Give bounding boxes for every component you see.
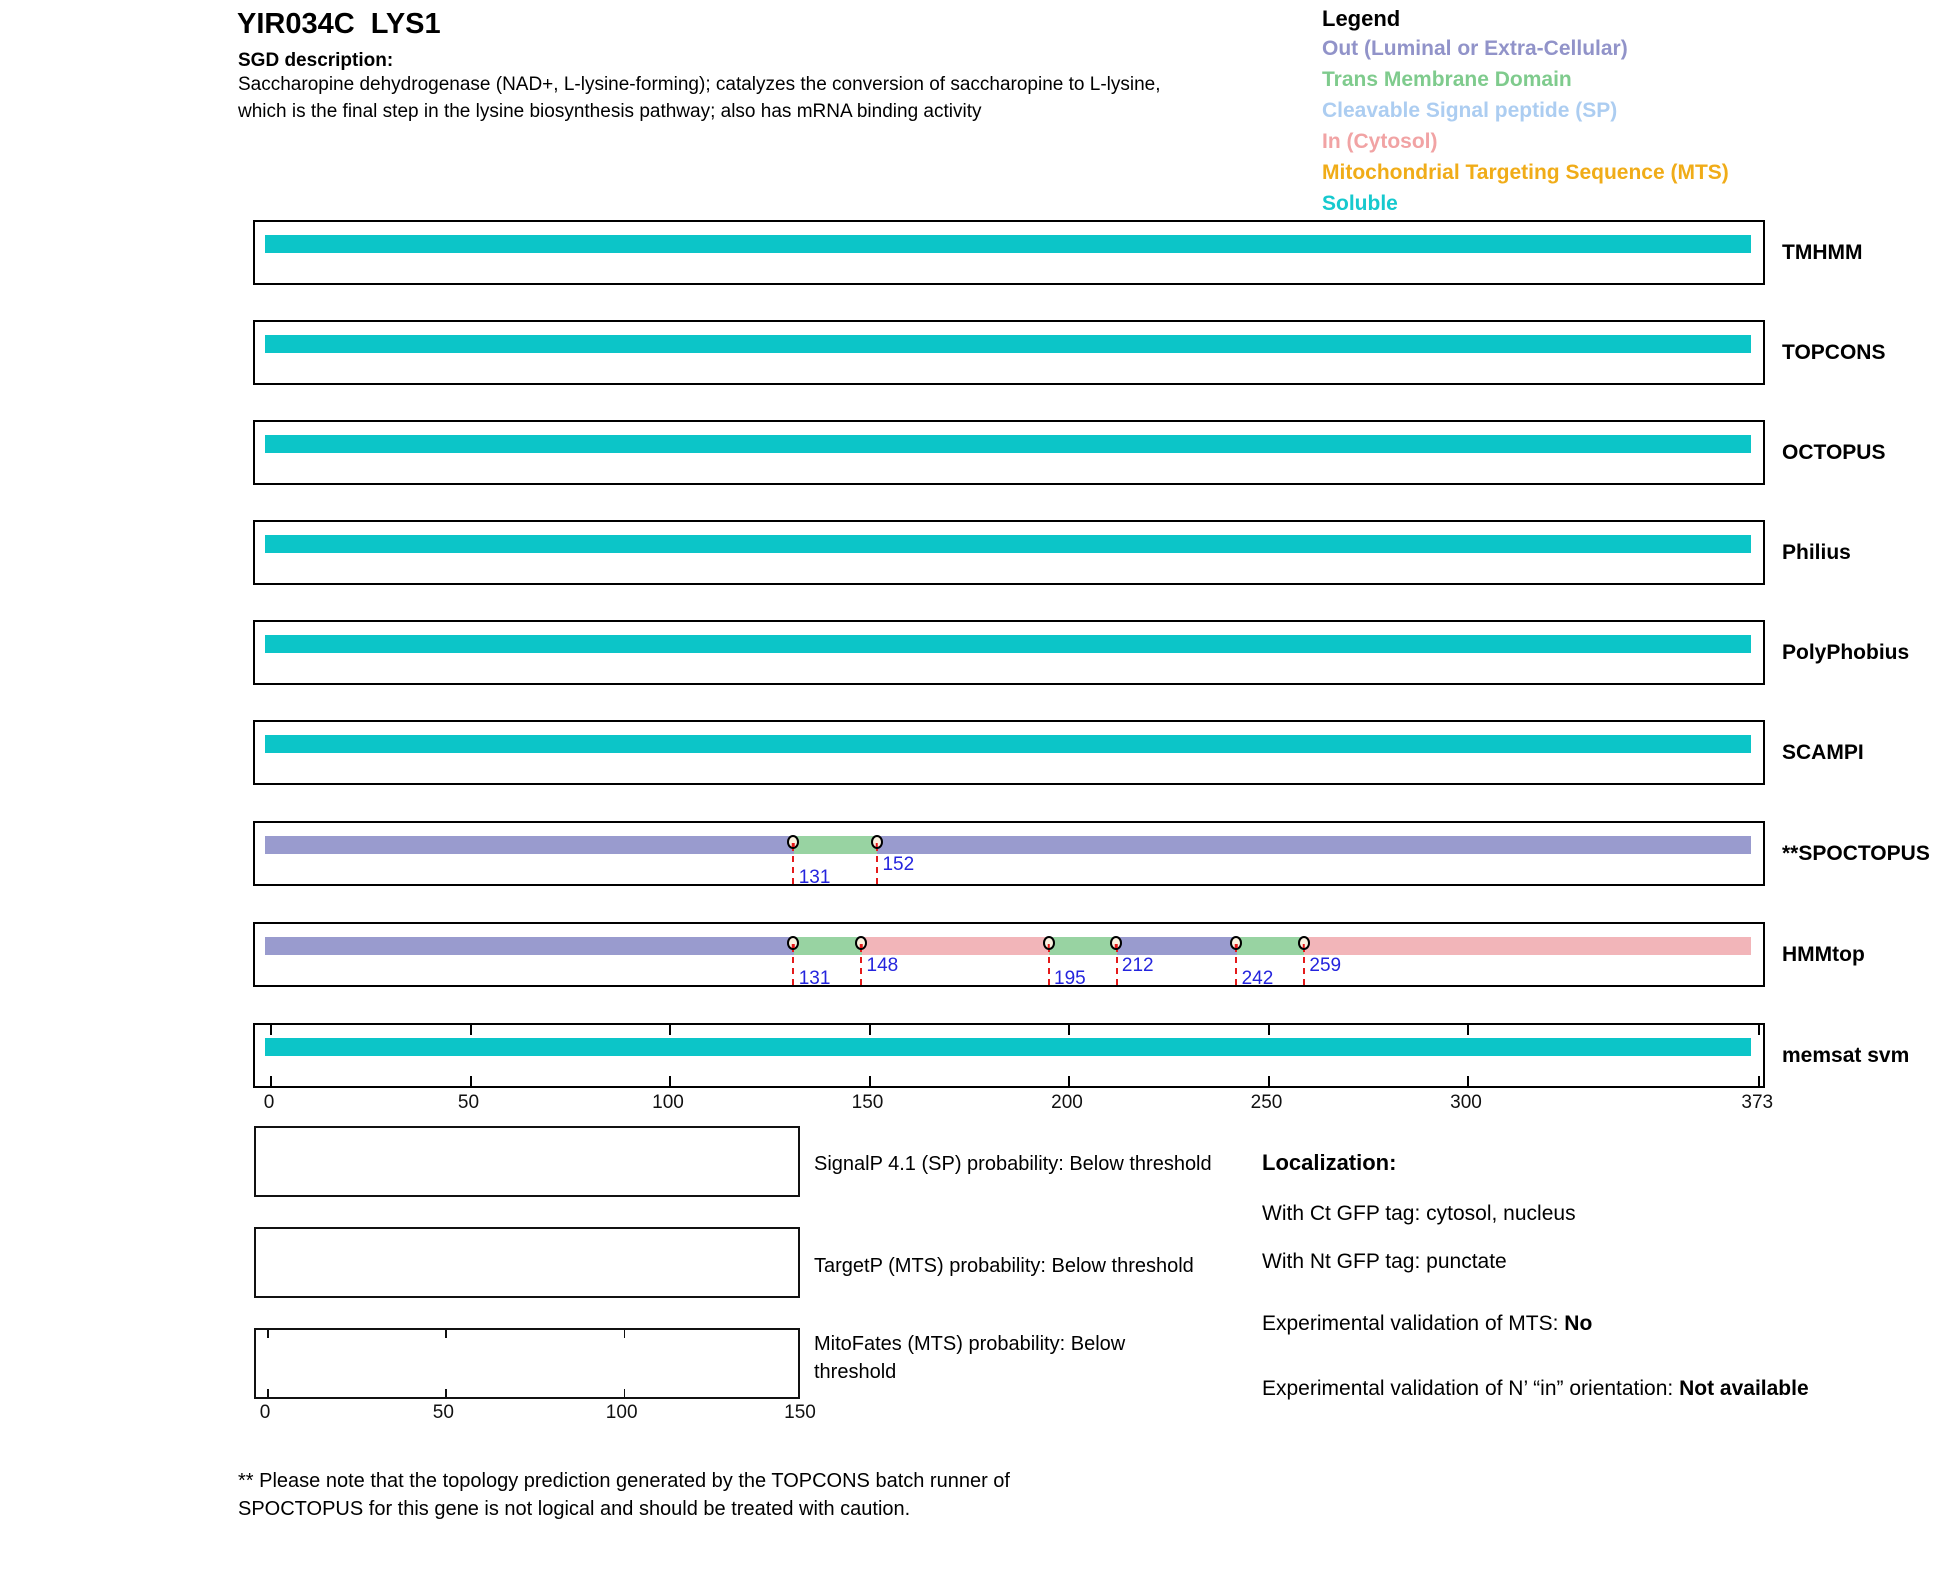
- prob-tick: [624, 1330, 626, 1338]
- prob-tick: [445, 1330, 447, 1338]
- prob-box-2: [254, 1328, 800, 1399]
- topology-bar: [265, 1038, 1751, 1056]
- topology-bar: [265, 435, 1751, 453]
- topology-bar: [265, 235, 1751, 253]
- legend-item-mts: Mitochondrial Targeting Sequence (MTS): [1322, 161, 1729, 184]
- boundary-label: 152: [882, 854, 915, 875]
- sgd-description-label: SGD description:: [238, 50, 394, 71]
- orientation-validation-value: Not available: [1679, 1377, 1809, 1400]
- spoctopus-footnote-line1: ** Please note that the topology prediction generated by the TOPCONS batch runner of: [238, 1470, 1010, 1492]
- track-box-spoctopus: [253, 821, 1765, 886]
- track-box-octopus: [253, 420, 1765, 485]
- prob-box-0: [254, 1126, 800, 1197]
- ruler-tick: [470, 1076, 472, 1086]
- legend-item-soluble: Soluble: [1322, 192, 1398, 215]
- marker-dash: [1303, 944, 1306, 948]
- boundary-dashed-line: [792, 946, 794, 985]
- legend: [1322, 5, 1729, 219]
- boundary-label: 259: [1309, 955, 1342, 976]
- ruler-tick: [669, 1076, 671, 1086]
- tm-boundary-marker: [855, 936, 867, 950]
- ruler-tick: [1758, 1025, 1760, 1035]
- segment-out: [877, 836, 1751, 854]
- marker-dash: [792, 944, 795, 948]
- legend-item-in: In (Cytosol): [1322, 130, 1438, 153]
- prob-label-0: SignalP 4.1 (SP) probability: Below threshold: [814, 1153, 1212, 1175]
- marker-dash: [792, 843, 795, 847]
- ruler-tick: [1467, 1076, 1469, 1086]
- legend-items: [1322, 33, 1729, 219]
- segment-soluble: [265, 1038, 1751, 1056]
- page-title: YIR034C LYS1: [237, 8, 441, 40]
- boundary-label: 242: [1241, 968, 1274, 989]
- ruler-tick: [1268, 1076, 1270, 1086]
- topology-bar: [265, 635, 1751, 653]
- mts-validation-value: No: [1564, 1312, 1593, 1335]
- segment-tm: [1237, 937, 1305, 955]
- segment-soluble: [265, 735, 1751, 753]
- axis-tick-label: 300: [1450, 1092, 1482, 1113]
- boundary-dashed-line: [1048, 946, 1050, 985]
- segment-out: [265, 836, 794, 854]
- topology-bar: [265, 937, 1751, 955]
- axis-tick-label: 150: [851, 1092, 884, 1113]
- prob-axis-tick-label: 150: [784, 1402, 816, 1423]
- segment-tm: [794, 836, 878, 854]
- localization-nt-gfp: With Nt GFP tag: punctate: [1262, 1250, 1507, 1273]
- ruler-tick: [1068, 1025, 1070, 1035]
- boundary-dashed-line: [876, 845, 878, 884]
- tm-boundary-marker: [1230, 936, 1242, 950]
- track-label-scampi: SCAMPI: [1782, 740, 1864, 764]
- topology-bar: [265, 335, 1751, 353]
- boundary-dashed-line: [1116, 946, 1118, 985]
- topology-bar: [265, 836, 1751, 854]
- sgd-description-text-line1: Saccharopine dehydrogenase (NAD+, L-lysine-forming); catalyzes the conversion of saccharopine to L-lysine,: [238, 74, 1161, 95]
- boundary-label: 195: [1054, 968, 1086, 989]
- axis-tick-label: 250: [1250, 1092, 1283, 1113]
- prob-tick: [267, 1389, 269, 1397]
- boundary-label: 131: [798, 968, 831, 989]
- prob-axis-tick-label: 100: [605, 1402, 638, 1423]
- segment-soluble: [265, 335, 1751, 353]
- prob-tick: [267, 1330, 269, 1338]
- track-box-philius: [253, 520, 1765, 585]
- marker-dash: [1047, 944, 1050, 948]
- track-label-memsat-svm: memsat svm: [1782, 1043, 1910, 1067]
- orientation-validation-label: Experimental validation of N’ “in” orientation:: [1262, 1377, 1680, 1400]
- boundary-label: 148: [866, 955, 899, 976]
- segment-tm: [794, 937, 862, 955]
- segment-soluble: [265, 435, 1751, 453]
- axis-tick-label: 100: [652, 1092, 684, 1113]
- tm-boundary-marker: [871, 835, 883, 849]
- segment-out: [265, 937, 794, 955]
- prob-label-2: MitoFates (MTS) probability: Below threshold: [814, 1333, 1126, 1383]
- axis-tick-label: 200: [1051, 1092, 1083, 1113]
- track-box-tmhmm: [253, 220, 1765, 285]
- marker-dash: [876, 843, 879, 847]
- segment-tm: [1049, 937, 1117, 955]
- track-label-hmmtop: HMMtop: [1782, 942, 1865, 966]
- legend-title: Legend: [1322, 6, 1401, 31]
- prob-axis-tick-label: 0: [259, 1402, 271, 1423]
- track-label-philius: Philius: [1782, 540, 1851, 564]
- localization-ct-gfp: With Ct GFP tag: cytosol, nucleus: [1262, 1202, 1576, 1225]
- segment-soluble: [265, 535, 1751, 553]
- axis-tick-label: 373: [1741, 1092, 1774, 1113]
- ruler-tick: [869, 1025, 871, 1035]
- track-label-topcons: TOPCONS: [1782, 340, 1886, 364]
- ruler-tick: [1758, 1076, 1760, 1086]
- marker-dash: [860, 944, 863, 948]
- boundary-label: 131: [798, 867, 831, 888]
- track-box-scampi: [253, 720, 1765, 785]
- track-box-polyphobius: [253, 620, 1765, 685]
- tm-boundary-marker: [1298, 936, 1310, 950]
- ruler-tick: [270, 1025, 272, 1035]
- prob-tick: [624, 1389, 626, 1397]
- topology-bar: [265, 735, 1751, 753]
- ruler-tick: [1268, 1025, 1270, 1035]
- boundary-dashed-line: [792, 845, 794, 884]
- track-label-tmhmm: TMHMM: [1782, 240, 1863, 264]
- legend-item-tm: Trans Membrane Domain: [1322, 68, 1572, 91]
- segment-in: [1304, 937, 1751, 955]
- spoctopus-footnote-line2: SPOCTOPUS for this gene is not logical and should be treated with caution.: [238, 1498, 911, 1520]
- ruler-tick: [1467, 1025, 1469, 1035]
- mts-validation-line: [1262, 1312, 1592, 1336]
- tm-boundary-marker: [1043, 936, 1055, 950]
- orientation-validation-line: [1262, 1372, 1827, 1406]
- sgd-description-text-line2: which is the final step in the lysine biosynthesis pathway; also has mRNA binding activity: [238, 101, 982, 122]
- axis-tick-label: 50: [457, 1092, 480, 1113]
- prob-label-1: TargetP (MTS) probability: Below threshold: [814, 1255, 1194, 1277]
- marker-dash: [1115, 944, 1118, 948]
- track-box-memsat-svm: [253, 1023, 1765, 1088]
- track-label-polyphobius: PolyPhobius: [1782, 640, 1910, 664]
- segment-in: [862, 937, 1050, 955]
- boundary-dashed-line: [860, 946, 862, 985]
- track-label-spoctopus: **SPOCTOPUS: [1782, 841, 1930, 865]
- ruler-tick: [869, 1076, 871, 1086]
- boundary-dashed-line: [1235, 946, 1237, 985]
- track-box-hmmtop: [253, 922, 1765, 987]
- segment-soluble: [265, 635, 1751, 653]
- ruler-tick: [270, 1076, 272, 1086]
- topology-bar: [265, 535, 1751, 553]
- ruler-tick: [669, 1025, 671, 1035]
- boundary-dashed-line: [1303, 946, 1305, 985]
- axis-tick-label: 0: [263, 1092, 275, 1113]
- track-box-topcons: [253, 320, 1765, 385]
- segment-soluble: [265, 235, 1751, 253]
- marker-dash: [1235, 944, 1238, 948]
- legend-item-sp: Cleavable Signal peptide (SP): [1322, 99, 1618, 122]
- prob-box-1: [254, 1227, 800, 1298]
- mts-validation-label: Experimental validation of MTS:: [1262, 1312, 1565, 1335]
- segment-out: [1117, 937, 1237, 955]
- boundary-label: 212: [1121, 955, 1154, 976]
- prob-tick: [445, 1389, 447, 1397]
- ruler-tick: [470, 1025, 472, 1035]
- track-label-octopus: OCTOPUS: [1782, 440, 1886, 464]
- ruler-tick: [1068, 1076, 1070, 1086]
- localization-heading: Localization:: [1262, 1150, 1397, 1175]
- legend-item-out: Out (Luminal or Extra-Cellular): [1322, 37, 1628, 60]
- prob-axis-tick-label: 50: [432, 1402, 454, 1423]
